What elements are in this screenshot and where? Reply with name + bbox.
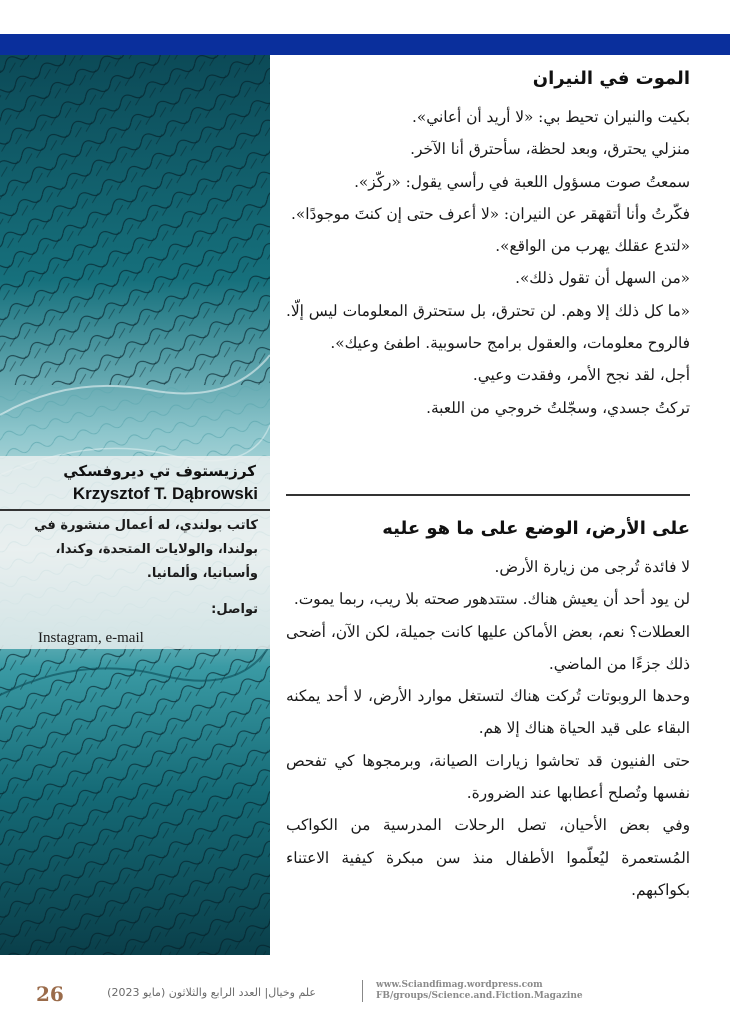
- author-name-english: Krzysztof T. Dąbrowski: [72, 484, 258, 503]
- story-paragraph: لا فائدة تُرجى من زيارة الأرض.: [494, 558, 690, 576]
- story-paragraph: بكيت والنيران تحيط بي: «لا أريد أن أعاني».: [411, 108, 690, 126]
- website-link[interactable]: www.Sciandfimag.wordpress.com: [376, 980, 543, 990]
- section-divider: [286, 494, 690, 496]
- magazine-issue: علم وخيال| العدد الرابع والثلاثون (مايو 2023): [107, 986, 316, 999]
- story-paragraph: لن يود أحد أن يعيش هناك. ستتدهور صحته بلا ريب، ربما يموت.: [293, 590, 690, 609]
- author-name-arabic: كرزيستوف تي ديروفسكي: [63, 462, 256, 480]
- story-paragraph: «لتدع عقلك يهرب من الواقع».: [495, 237, 690, 256]
- footer-separator: [362, 980, 363, 1002]
- story-paragraph: «من السهل أن تقول ذلك».: [515, 269, 690, 288]
- story-title: على الأرض، الوضع على ما هو عليه: [382, 518, 690, 539]
- story-death-in-fire: [286, 68, 690, 424]
- story-paragraph: العطلات؟ نعم، بعض الأماكن عليها كانت جميلة، لكن الآن، أضحى ذلك جزءًا من الماضي.: [286, 622, 690, 673]
- contact-links[interactable]: Instagram, e-mail: [38, 630, 144, 646]
- top-color-bar: [0, 34, 730, 55]
- contact-label: تواصل:: [211, 602, 258, 617]
- story-paragraph: وحدها الروبوتات تُركت هناك لتستغل موارد الأرض، لا أحد يمكنه البقاء على قيد الحياة هناك إلا هم.: [286, 687, 690, 738]
- story-title: الموت في النيران: [532, 68, 690, 89]
- story-paragraph: حتى الفنيون قد تحاشوا زيارات الصيانة، وبرمجوها كي تفحص نفسها وتُصلح أعطابها عند الضرورة.: [286, 751, 690, 803]
- story-earth-as-is: [286, 518, 690, 906]
- facebook-link[interactable]: FB/groups/Science.and.Fiction.Magazine: [376, 991, 583, 1001]
- story-paragraph: منزلي يحترق، وبعد لحظة، سأحترق أنا الآخر.: [410, 140, 690, 159]
- story-paragraph: فكّرتُ وأنا أتقهقر عن النيران: «لا أعرف حتى إن كنتَ موجودًا».: [291, 204, 690, 223]
- story-paragraph: تركتُ جسدي، وسجّلتُ خروجي من اللعبة.: [426, 398, 690, 417]
- page-number: 26: [36, 982, 64, 1006]
- author-bio-box: [0, 456, 270, 649]
- footer-links: [376, 980, 583, 1002]
- story-paragraph: سمعتُ صوت مسؤول اللعبة في رأسي يقول: «ركّز».: [354, 172, 690, 191]
- story-paragraph: وفي بعض الأحيان، تصل الرحلات المدرسية من الكواكب المُستعمرة ليُعلّموا الأطفال منذ سن مبكرة كيفية الاعتناء بكواكبهم.: [286, 816, 690, 899]
- story-paragraph: «ما كل ذلك إلا وهم. لن تحترق، بل ستحترق المعلومات ليس إلّا. فالروح معلومات، والعقول برامج حاسوبية. اطفئ وعيك».: [286, 301, 690, 353]
- author-description: كاتب بولندي، له أعمال منشورة في بولندا، والولايات المتحدة، وكندا، وأسبانيا، وألمانيا.: [34, 518, 258, 581]
- story-paragraph: أجل، لقد نجح الأمر، وفقدت وعيي.: [472, 366, 690, 385]
- bio-divider: [0, 509, 270, 511]
